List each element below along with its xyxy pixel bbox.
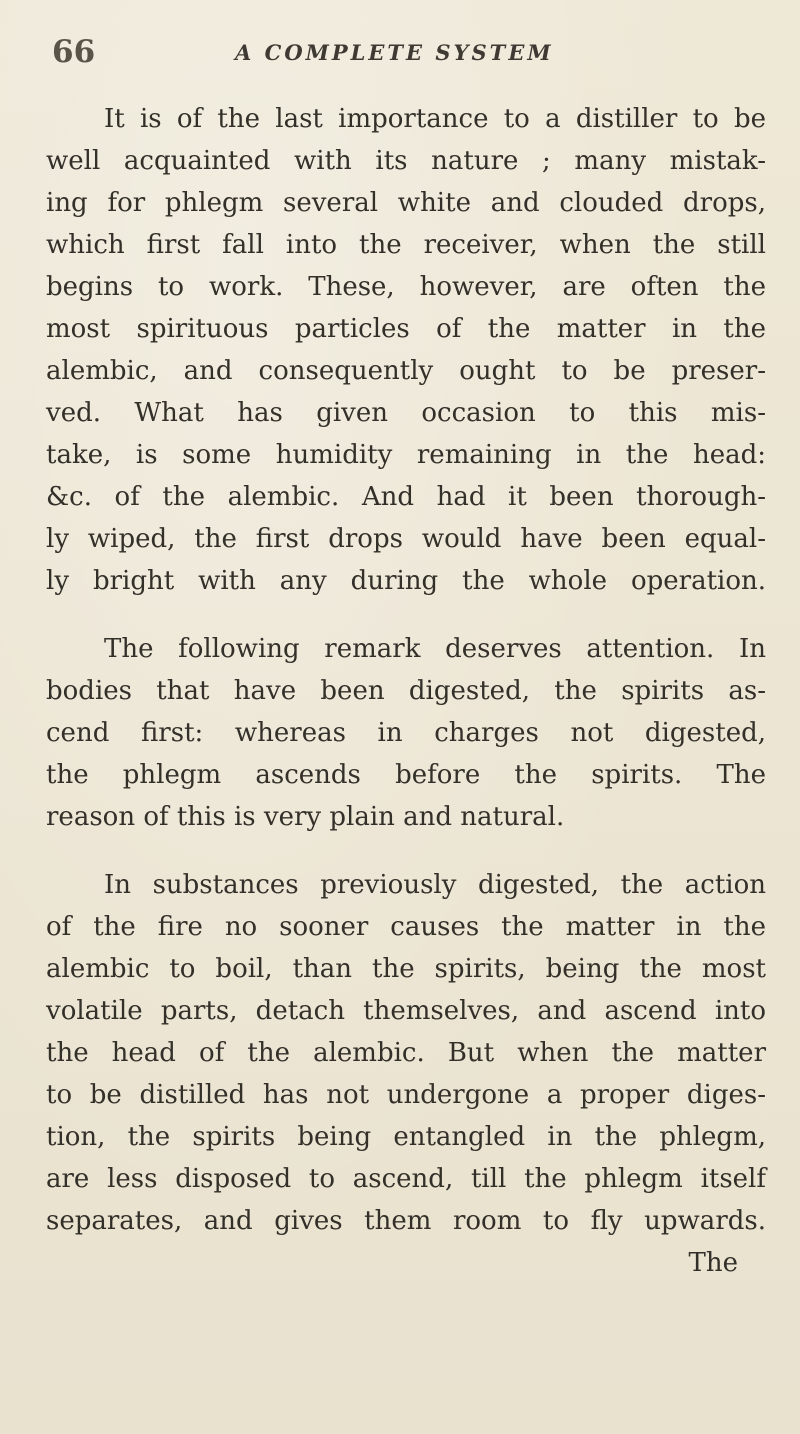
running-head: [52, 34, 772, 70]
text-line: ing for phlegm several white and clouded drops,: [46, 188, 766, 218]
text-line: well acquainted with its nature ; many mistak-: [46, 146, 766, 176]
text-line: ly wiped, the first drops would have been equal-: [46, 524, 766, 554]
paragraph-gap: [46, 602, 766, 628]
text-line: take, is some humidity remaining in the head:: [46, 440, 766, 470]
paragraph-gap: [46, 838, 766, 864]
text-line: most spirituous particles of the matter in the: [46, 314, 766, 344]
text-line: &c. of the alembic. And had it been thorough-: [46, 482, 766, 512]
text-line: It is of the last importance to a distiller to be: [104, 104, 766, 134]
text-line: are less disposed to ascend, till the phlegm itself: [46, 1164, 766, 1194]
text-line: alembic to boil, than the spirits, being the most: [46, 954, 766, 984]
body-text: [46, 98, 766, 1284]
text-line: reason of this is very plain and natural.: [46, 802, 565, 832]
text-line: volatile parts, detach themselves, and ascend into: [46, 996, 766, 1026]
catchword: The: [688, 1248, 738, 1278]
text-line: separates, and gives them room to fly upwards.: [46, 1206, 766, 1236]
text-line: cend first: whereas in charges not digested,: [46, 718, 766, 748]
page-number: 66: [52, 34, 96, 70]
text-line: the head of the alembic. But when the matter: [46, 1038, 766, 1068]
text-line: to be distilled has not undergone a proper diges-: [46, 1080, 766, 1110]
text-line: bodies that have been digested, the spirits as-: [46, 676, 766, 706]
text-line: ly bright with any during the whole operation.: [46, 566, 766, 596]
text-line: which first fall into the receiver, when the still: [46, 230, 766, 260]
text-line: The following remark deserves attention. In: [104, 634, 766, 664]
text-line: ved. What has given occasion to this mis-: [46, 398, 766, 428]
text-line: the phlegm ascends before the spirits. The: [46, 760, 766, 790]
text-line: begins to work. These, however, are often the: [46, 272, 766, 302]
paragraph: [46, 98, 766, 602]
text-line: In substances previously digested, the action: [104, 870, 766, 900]
text-line: alembic, and consequently ought to be preser-: [46, 356, 766, 386]
paragraph: [46, 628, 766, 838]
paragraph: [46, 864, 766, 1242]
text-line: of the fire no sooner causes the matter in the: [46, 912, 766, 942]
running-title: A COMPLETE SYSTEM: [235, 40, 554, 65]
text-line: tion, the spirits being entangled in the phlegm,: [46, 1122, 766, 1152]
